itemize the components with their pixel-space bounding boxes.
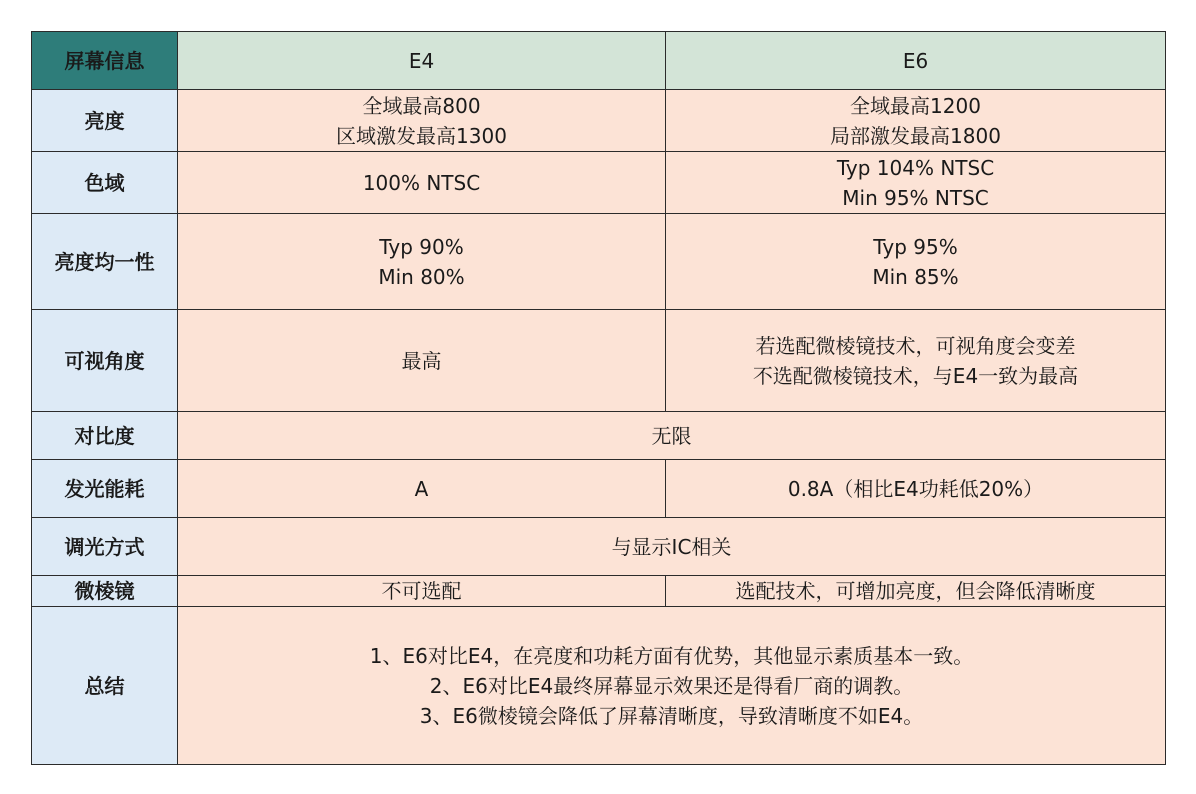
- viewing-angle-e6-line: 若选配微棱镜技术，可视角度会变差: [755, 333, 1076, 358]
- viewing-angle-label: 可视角度: [32, 310, 178, 412]
- contrast-row: [32, 412, 1166, 460]
- brightness-e6-line: 全域最高1200: [850, 93, 981, 118]
- dimming-value-cell: 与显示IC相关: [178, 518, 1166, 576]
- power-e4-cell: A: [178, 460, 666, 518]
- brightness-row: [32, 90, 1166, 152]
- viewing-angle-e4-cell: 最高: [178, 310, 666, 412]
- microprism-row: [32, 576, 1166, 607]
- microprism-label: 微棱镜: [32, 576, 178, 607]
- summary-row: [32, 607, 1166, 765]
- microprism-e6-cell: 选配技术，可增加亮度，但会降低清晰度: [666, 576, 1166, 607]
- viewing-angle-row: [32, 310, 1166, 412]
- dimming-label: 调光方式: [32, 518, 178, 576]
- uniformity-e4-line: Typ 90%: [379, 234, 464, 259]
- brightness-e6-line: 局部激发最高1800: [830, 123, 1001, 148]
- contrast-value-cell: 无限: [178, 412, 1166, 460]
- brightness-e4-cell: [178, 90, 666, 152]
- summary-line: 2、E6对比E4最终屏幕显示效果还是得看厂商的调教。: [429, 673, 914, 698]
- power-label: 发光能耗: [32, 460, 178, 518]
- uniformity-e6-line: Min 85%: [872, 264, 959, 289]
- summary-label: 总结: [32, 607, 178, 765]
- brightness-e4-line: 全域最高800: [362, 93, 481, 118]
- gamut-e4-cell: 100% NTSC: [178, 152, 666, 214]
- brightness-e6-cell: [666, 90, 1166, 152]
- gamut-label: 色域: [32, 152, 178, 214]
- header-e4-cell: E4: [178, 32, 666, 90]
- gamut-e6-line: Typ 104% NTSC: [836, 155, 995, 180]
- viewing-angle-e6-cell: [666, 310, 1166, 412]
- summary-line: 1、E6对比E4，在亮度和功耗方面有优势，其他显示素质基本一致。: [369, 643, 974, 668]
- summary-cell: [178, 607, 1166, 765]
- uniformity-row: [32, 214, 1166, 310]
- gamut-e6-cell: [666, 152, 1166, 214]
- brightness-e4-line: 区域激发最高1300: [336, 123, 507, 148]
- uniformity-e4-line: Min 80%: [378, 264, 465, 289]
- comparison-table: [31, 31, 1166, 765]
- contrast-label: 对比度: [32, 412, 178, 460]
- brightness-label: 亮度: [32, 90, 178, 152]
- uniformity-e4-cell: [178, 214, 666, 310]
- power-row: [32, 460, 1166, 518]
- header-label-cell: 屏幕信息: [32, 32, 178, 90]
- gamut-row: [32, 152, 1166, 214]
- header-e6-cell: E6: [666, 32, 1166, 90]
- power-e6-cell: 0.8A（相比E4功耗低20%）: [666, 460, 1166, 518]
- uniformity-label: 亮度均一性: [32, 214, 178, 310]
- viewing-angle-e6-line: 不选配微棱镜技术，与E4一致为最高: [752, 363, 1079, 388]
- uniformity-e6-line: Typ 95%: [873, 234, 958, 259]
- dimming-row: [32, 518, 1166, 576]
- uniformity-e6-cell: [666, 214, 1166, 310]
- gamut-e6-line: Min 95% NTSC: [842, 185, 989, 210]
- summary-line: 3、E6微棱镜会降低了屏幕清晰度，导致清晰度不如E4。: [419, 703, 924, 728]
- header-row: [32, 32, 1166, 90]
- microprism-e4-cell: 不可选配: [178, 576, 666, 607]
